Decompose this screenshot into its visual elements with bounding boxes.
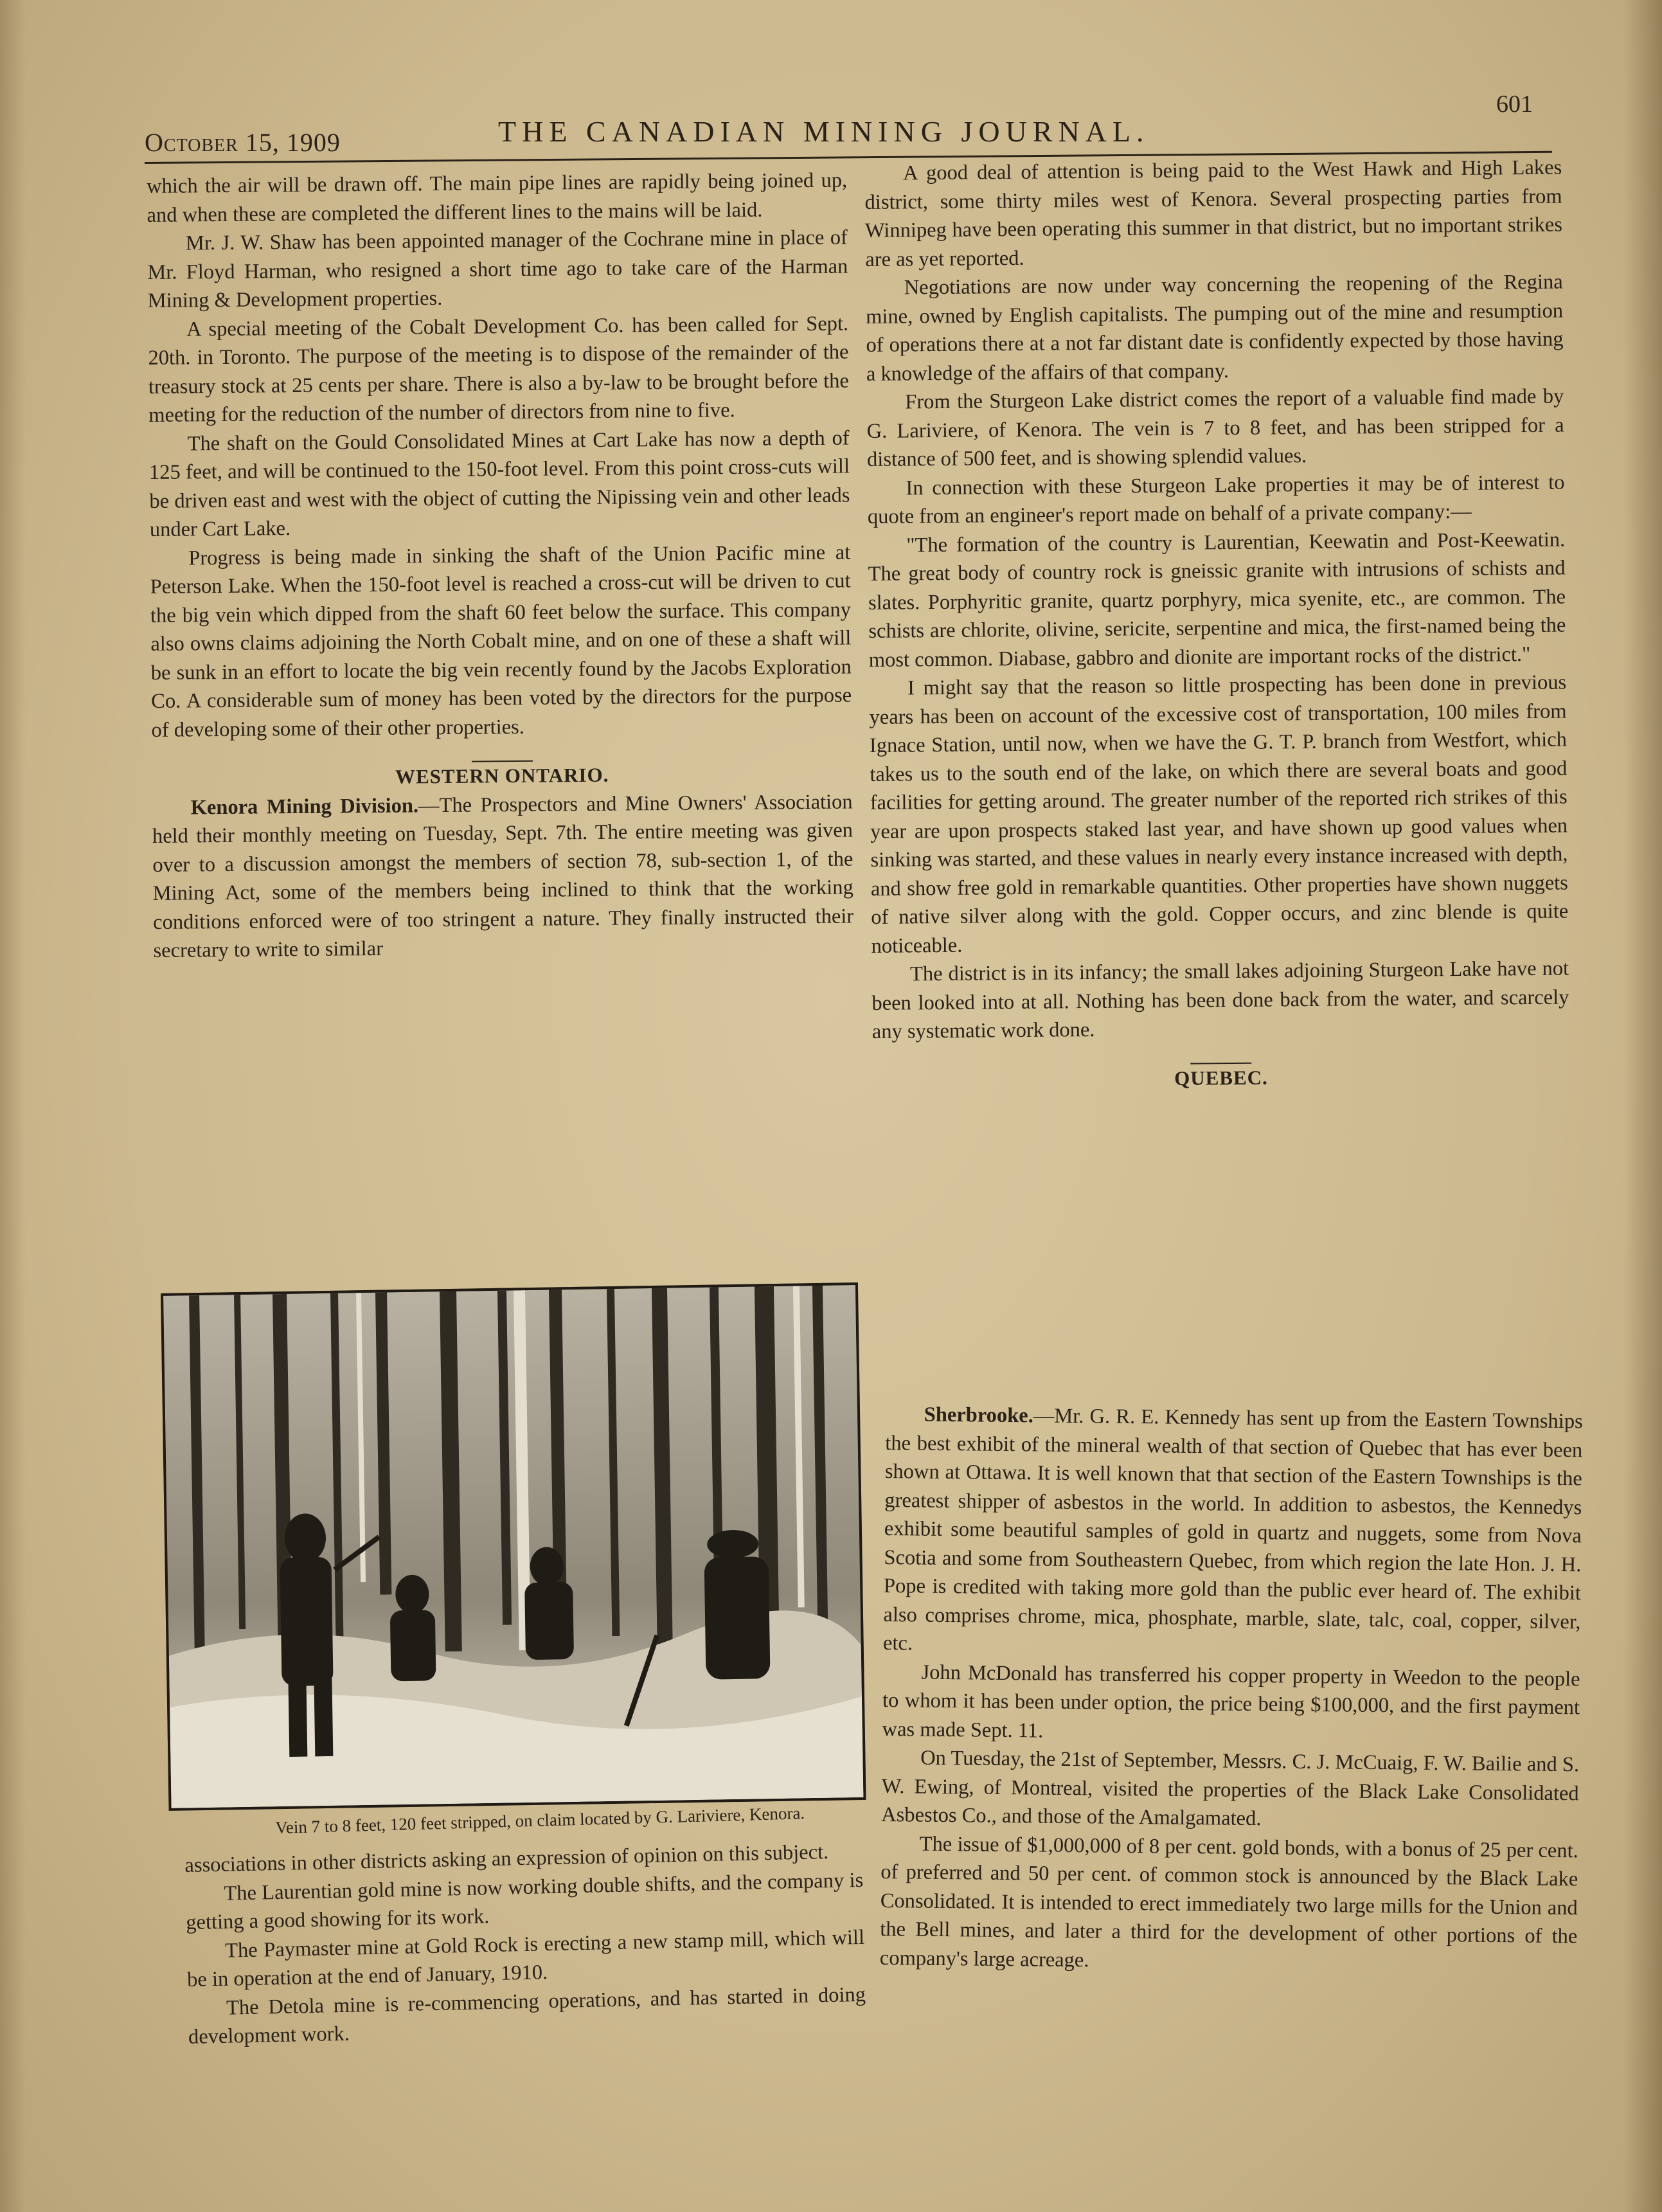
paragraph: The district is in its infancy; the small lakes adjoining Sturgeon Lake have not been looked into at all. Nothing has been done back from the water, and scarcely any systematic work done. [871,957,1569,1043]
paragraph-text: —Mr. G. R. E. Kennedy has sent up from the Eastern Townships the best exhibit of the mineral wealth of that section of Quebec that has ever been shown at Ottawa. It is well known that that section of the Eastern Townships is the greatest shipper of asbestos in the world. In addition to asbestos, the Kennedys exhibit some beautiful samples of gold in quartz and nuggets, some from Nova Scotia and some from Southeastern Quebec, from which region the late Hon. J. H. Pope is credited with taking more gold than the public ever heard of. The exhibit also comprises chrome, mica, phosphate, marble, slate, talc, coal, copper, silver, etc. [882,1404,1583,1655]
section-heading-western-ontario: WESTERN ONTARIO. [395,763,609,788]
paragraph: Mr. J. W. Shaw has been appointed manager of the Cochrane mine in place of Mr. Floyd Harman, who resigned a short time ago to take care of the Harman Mining & Development properties. [147,226,848,312]
paragraph: which the air will be drawn off. The main pipe lines are rapidly being joined up, and when these are completed the different lines to the mains will be laid. [147,168,848,227]
paragraph: In connection with these Sturgeon Lake properties it may be of interest to quote from an engineer's report made on behalf of a private company:— [867,471,1565,528]
paragraph-text: —The Prospectors and Mine Owners' Association held their monthly meeting on Tuesday, Sept. 7th. The entire meeting was given over to a discussion amongst the members of section 78, sub-section 1, of the Mining Act, some of the members being inclined to think that the working conditions enforced were of too stringent a nature. They finally instructed their secretary to write to similar [152,789,854,962]
page-number: 601 [1496,91,1533,118]
left-column-bottom [184,1837,866,2052]
issue-date: October 15, 1909 [145,128,341,157]
paragraph: Progress is being made in sinking the shaft of the Union Pacific mine at Peterson Lake. When the 150-foot level is reached a cross-cut will be driven to cut the big vein which dipped from the shaft 60 feet below the surface. This company also owns claims adjoining the North Cobalt mine, and on one of these a shaft will be sunk in an effort to locate the big vein recently found by the Jacobs Exploration Co. A considerable sum of money has been voted by the directors for the purpose of developing some of their other properties. [150,540,852,742]
journal-title: THE CANADIAN MINING JOURNAL. [498,115,1150,148]
left-column-top [147,166,854,965]
paragraph: Negotiations are now under way concerning the reopening of the Regina mine, owned by English capitalists. The pumping out of the mine and resumption of operations there at a not far distant date is confidently expected by those having a knowledge of the affairs of that company. [865,270,1564,386]
photo-caption: Vein 7 to 8 feet, 120 feet stripped, on claim located by G. Lariviere, Kenora. [274,1803,805,1838]
paragraph: The shaft on the Gould Consolidated Mines at Cart Lake has now a depth of 125 feet, and will be continued to the 150-foot level. From this point cross-cuts will be driven east and west with the object of cutting the Nipissing vein and other leads under Cart Lake. [148,426,850,541]
paragraph-kenora [152,787,853,966]
section-heading-quebec: QUEBEC. [1174,1066,1268,1090]
paragraph: associations in other districts asking an expression of opinion on this subject. [184,1840,829,1877]
paragraph: I might say that the reason so little prospecting has been done in previous years has been on account of the excessive cost of transportation, 100 miles from Ignace Station, until now, when we have the G. T. P. branch from Westfort, which takes us to the south end of the lake, on which there are several boats and good facilities for getting around. The greater number of the reported rich strikes of this year are upon prospects staked last year, and have shown up good values when sinking was started, and these values in nearly every instance increased with depth, and show free gold in remarkable quantities. Other properties have shown nuggets of native silver along with the gold. Copper occurs, and zinc blende is quite noticeable. [869,670,1569,958]
paragraph-sherbrooke [883,1400,1583,1665]
run-in-heading: Kenora Mining Division. [190,793,419,819]
photo-scene [163,1285,863,1808]
quotation: "The formation of the country is Laurentian, Keewatin and Post-Keewatin. The great body of country rock is gneissic granite with intrusions of schists and slates. Porphyritic granite, quartz porphyry, mica syenite, etc., are common. The schists are chlorite, olivine, sericite, serpentine and mica, the first-named being the most common. Diabase, gabbro and dionite are important rocks of the district." [868,528,1566,672]
paragraph: The issue of $1,000,000 of 8 per cent. gold bonds, with a bonus of 25 per cent. of preferred and 50 per cent. of common stock is announced by the Black Lake Consolidated. It is intended to erect immediately two large mills for the Union and the Bell mines, and later a third for the development of other portions of the company's large acreage. [879,1832,1578,1972]
photograph [161,1282,866,1811]
paragraph: The Paymaster mine at Gold Rock is erecting a new stamp mill, which will be in operation at the end of January, 1910. [186,1925,865,1992]
run-in-heading: Sherbrooke. [924,1403,1033,1428]
binding-shadow [0,0,26,2212]
page-edge-shadow [1623,0,1662,2212]
paragraph: On Tuesday, the 21st of September, Messrs. C. J. McCuaig, F. W. Bailie and S. W. Ewing, of Montreal, visited the properties of the Black Lake Consolidated Asbestos Co., and those of the Amalgamated. [881,1746,1580,1831]
paragraph: A special meeting of the Cobalt Development Co. has been called for Sept. 20th. in Toronto. The purpose of the meeting is to dispose of the remainder of the treasury stock at 25 cents per share. There is also a by-law to be brought before the meeting for the reduction of the number of directors from nine to five. [148,311,850,427]
paragraph: A good deal of attention is being paid to the West Hawk and High Lakes district, some thirty miles west of Kenora. Several prospecting parties from Winnipeg have been operating this summer in that district, but no important strikes are as yet reported. [864,156,1563,271]
page-header [145,90,1546,157]
right-column-bottom [880,1400,1583,1979]
paragraph: The Detola mine is re-commencing operations, and has started in doing development work. [188,1983,866,2049]
paragraph: From the Sturgeon Lake district comes the report of a valuable find made by G. Lariviere, of Kenora. The vein is 7 to 8 feet, and has been stripped for a distance of 500 feet, and is showing splendid values. [866,384,1564,471]
paragraph: John McDonald has transferred his copper property in Weedon to the people to whom it has been under option, the price being $100,000, and the first payment was made Sept. 11. [882,1660,1580,1743]
right-column-top [864,154,1570,1095]
paragraph: The Laurentian gold mine is now working double shifts, and the company is getting a good showing for its work. [185,1868,864,1934]
